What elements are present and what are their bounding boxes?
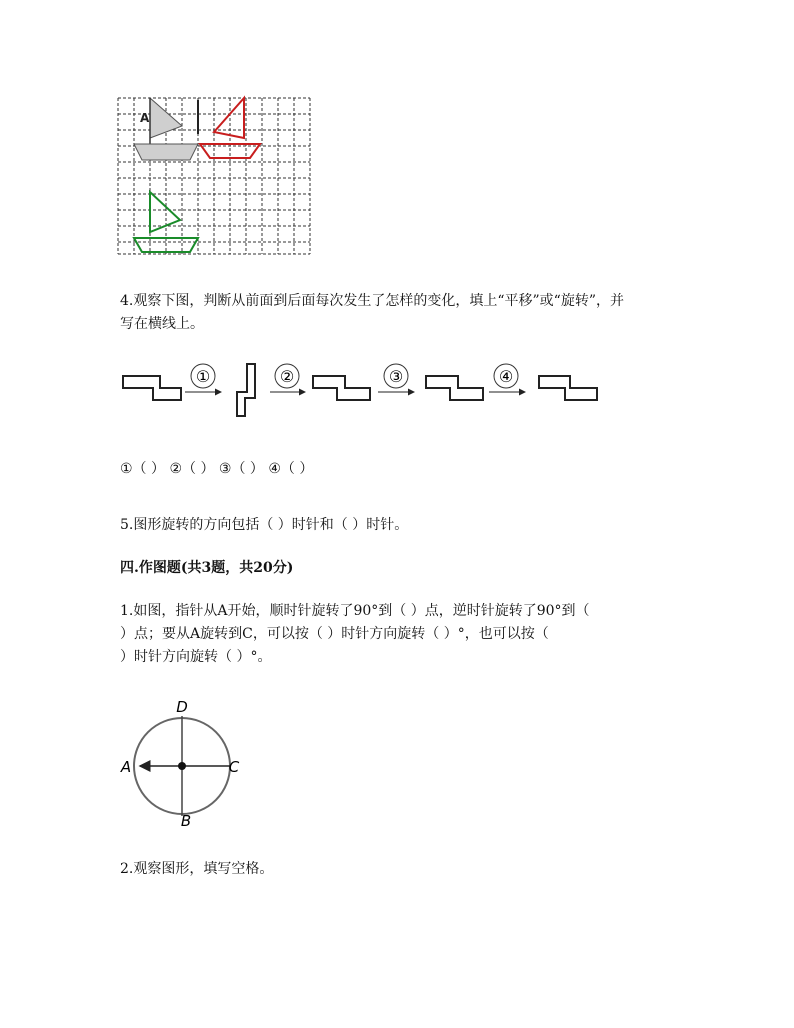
clock-dial-figure — [112, 696, 252, 831]
question-4-line2: 写在横线上。 — [120, 316, 204, 332]
question-4-answers: ①（ ） ②（ ） ③（ ） ④（ ） — [120, 461, 314, 477]
gray-sailboat — [134, 98, 198, 160]
svg-text:③: ③ — [388, 367, 404, 386]
step-shape-5 — [539, 376, 597, 400]
problem-2: 2.观察图形，填写空格。 — [120, 861, 274, 877]
step-shape-2 — [237, 364, 255, 416]
svg-text:④: ④ — [498, 367, 514, 386]
problem-1-line2: ）点；要从A旋转到C，可以按（ ）时针方向旋转（ ）°，也可以按（ — [120, 626, 549, 642]
question-5: 5.图形旋转的方向包括（ ）时针和（ ）时针。 — [120, 517, 409, 533]
step-label-1 — [185, 364, 221, 392]
label-a: A — [120, 758, 132, 776]
step-label-2 — [270, 364, 305, 392]
step-shape-4 — [426, 376, 483, 400]
svg-text:②: ② — [279, 367, 295, 386]
point-a-label: A — [140, 111, 150, 125]
svg-text:①: ① — [195, 367, 211, 386]
step-label-3 — [378, 364, 414, 392]
problem-1-line3: ）时针方向旋转（ ）°。 — [120, 649, 272, 665]
label-c: C — [228, 758, 240, 776]
label-b: B — [180, 812, 192, 830]
center-dot — [178, 762, 186, 770]
label-d: D — [176, 698, 188, 716]
question-4-line1: 4.观察下图，判断从前面到后面每次发生了怎样的变化，填上“平移”或“旋转”，并 — [120, 293, 624, 309]
step-shape-1 — [123, 376, 181, 400]
step-shape-3 — [313, 376, 370, 400]
section-4-heading: 四.作图题(共3题，共20分) — [120, 560, 294, 576]
step-label-4 — [489, 364, 525, 392]
sailboat-grid-figure — [110, 92, 320, 260]
problem-1-line1: 1.如图，指针从A开始，顺时针旋转了90°到（ ）点，逆时针旋转了90°到（ — [120, 603, 590, 619]
shape-transformation-sequence — [115, 350, 610, 425]
